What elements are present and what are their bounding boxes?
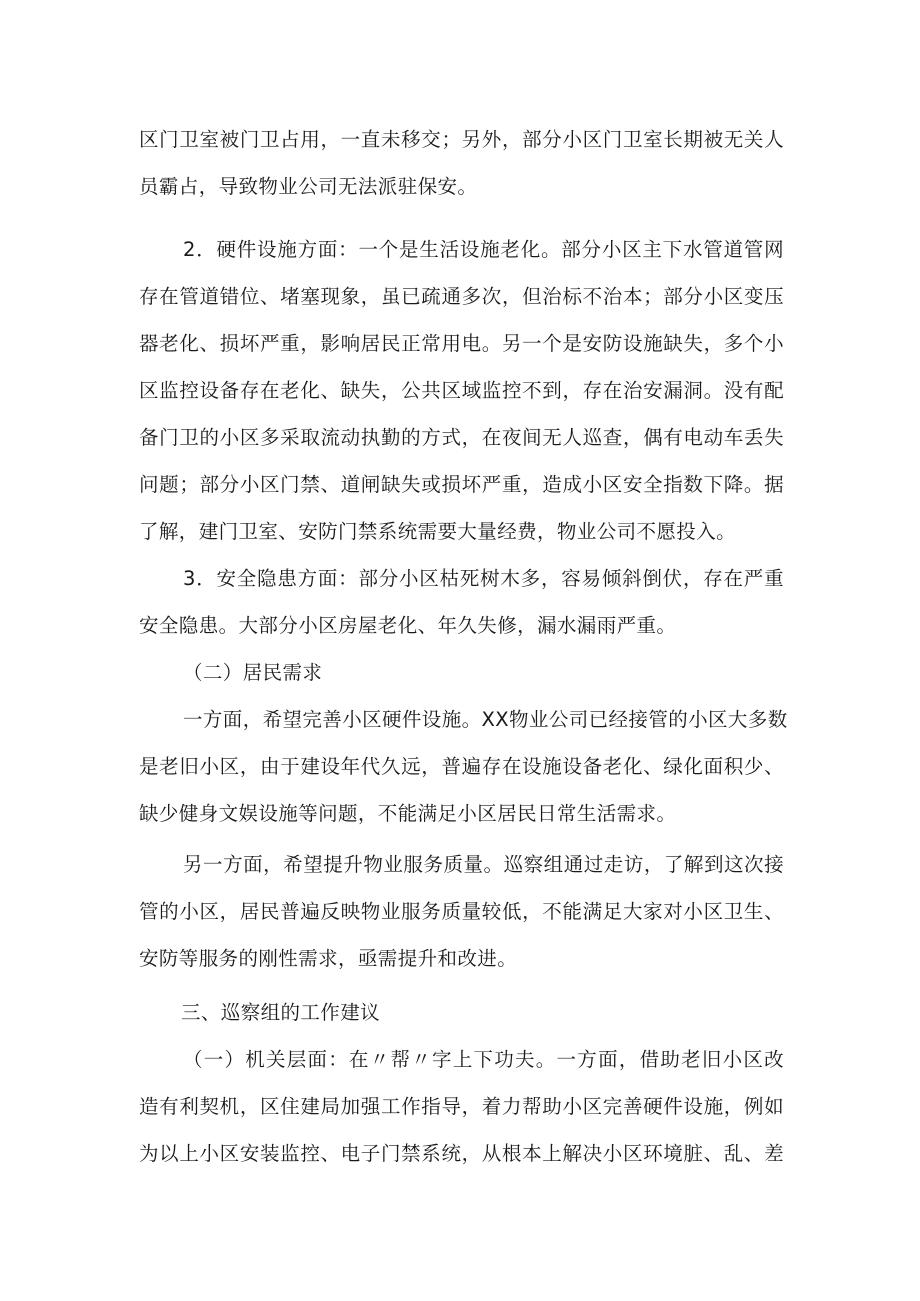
section-heading: （二）居民需求 — [183, 661, 323, 684]
text-line: 一方面，希望完善小区硬件设施。XX物业公司已经接管的小区大多数 — [183, 708, 788, 731]
text-line: 安全隐患。大部分小区房屋老化、年久失修，漏水漏雨严重。 — [139, 614, 677, 637]
text-line: 问题；部分小区门禁、道闸缺失或损坏严重，造成小区安全指数下降。据 — [139, 473, 784, 496]
section-heading: 三、巡察组的工作建议 — [181, 1001, 381, 1024]
text-line: 器老化、损坏严重，影响居民正常用电。另一个是安防设施缺失，多个小 — [139, 332, 784, 355]
text-line: 存在管道错位、堵塞现象，虽已疏通多次，但治标不治本；部分小区变压 — [139, 285, 784, 308]
text-line: 是老旧小区，由于建设年代久远，普遍存在设施设备老化、绿化面积少、 — [139, 755, 784, 778]
text-line: 安防等服务的刚性需求，亟需提升和改进。 — [139, 947, 518, 970]
text-line: 为以上小区安装监控、电子门禁系统，从根本上解决小区环境脏、乱、差 — [139, 1142, 784, 1165]
text-line: 管的小区，居民普遍反映物业服务质量较低，不能满足大家对小区卫生、 — [139, 900, 784, 923]
text-line: 员霸占，导致物业公司无法派驻保安。 — [139, 175, 478, 198]
text-line: 了解，建门卫室、安防门禁系统需要大量经费，物业公司不愿投入。 — [139, 520, 737, 543]
text-line: （一）机关层面：在〃帮〃字上下功夫。一方面，借助老旧小区改 — [183, 1048, 784, 1071]
text-line: 造有利契机，区住建局加强工作指导，着力帮助小区完善硬件设施，例如 — [139, 1095, 784, 1118]
text-line: 备门卫的小区多采取流动执勤的方式，在夜间无人巡查，偶有电动车丢失 — [139, 426, 784, 449]
text-line: 另一方面，希望提升物业服务质量。巡察组通过走访，了解到这次接 — [183, 853, 784, 876]
text-line: 2．硬件设施方面：一个是生活设施老化。部分小区主下水管道管网 — [183, 238, 784, 261]
text-line: 区监控设备存在老化、缺失，公共区域监控不到，存在治安漏洞。没有配 — [139, 379, 784, 402]
text-line: 3．安全隐患方面：部分小区枯死树木多，容易倾斜倒伏，存在严重 — [183, 567, 784, 590]
text-line: 缺少健身文娱设施等问题，不能满足小区居民日常生活需求。 — [139, 802, 677, 825]
text-line: 区门卫室被门卫占用，一直未移交；另外，部分小区门卫室长期被无关人 — [139, 128, 784, 151]
